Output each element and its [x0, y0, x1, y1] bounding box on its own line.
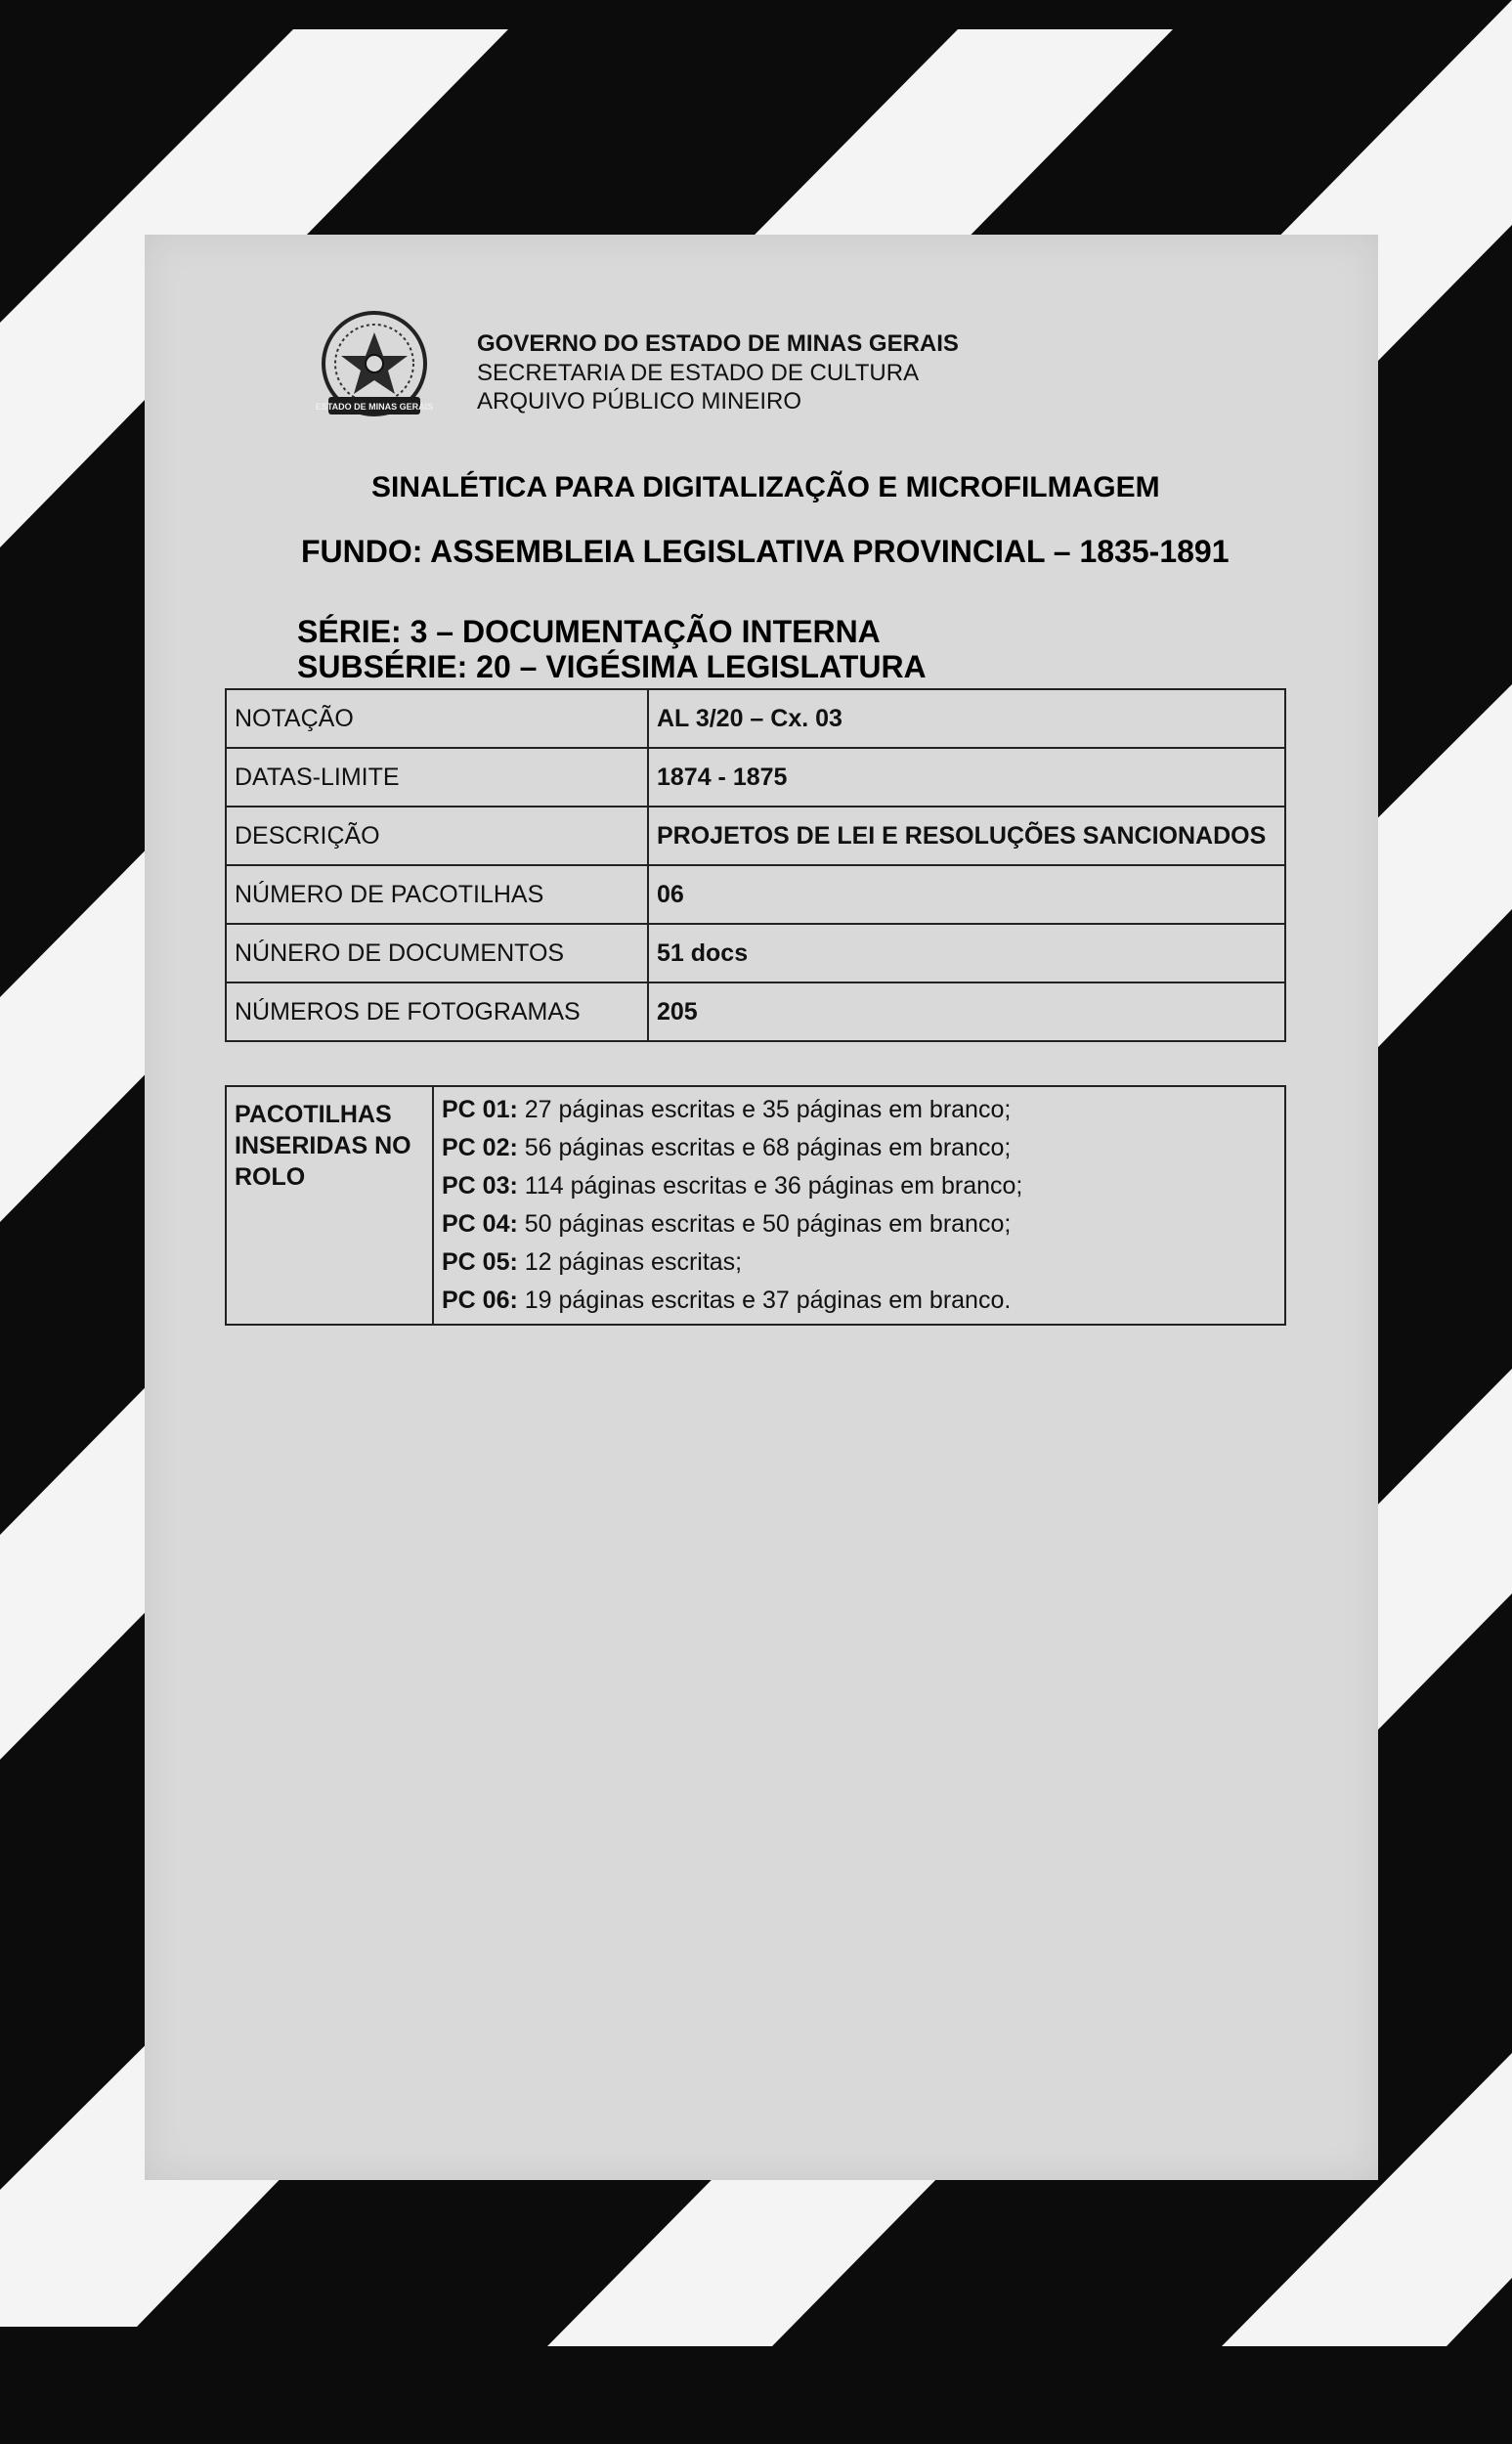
- field-label: NOTAÇÃO: [226, 689, 648, 748]
- pc-code: PC 05:: [442, 1248, 518, 1276]
- seal-text: ESTADO DE MINAS GERAIS: [315, 402, 434, 412]
- document-sheet: [145, 235, 1378, 2180]
- list-item: [442, 1282, 1276, 1320]
- pc-code: PC 01:: [442, 1096, 518, 1123]
- list-item: [442, 1091, 1276, 1129]
- pacotilhas-list: [433, 1086, 1285, 1325]
- field-value: 1874 - 1875: [648, 748, 1285, 807]
- field-label: NÚNERO DE DOCUMENTOS: [226, 924, 648, 982]
- field-value: 51 docs: [648, 924, 1285, 982]
- table-row: [226, 865, 1285, 924]
- serie-line: SÉRIE: 3 – DOCUMENTAÇÃO INTERNA: [297, 614, 881, 649]
- pc-text: 19 páginas escritas e 37 páginas em branco.: [524, 1287, 1012, 1314]
- pc-text: 114 páginas escritas e 36 páginas em branco;: [524, 1172, 1023, 1200]
- archive-name: ARQUIVO PÚBLICO MINEIRO: [477, 388, 802, 415]
- field-value: 06: [648, 865, 1285, 924]
- pc-code: PC 04:: [442, 1210, 518, 1238]
- subserie-line: SUBSÉRIE: 20 – VIGÉSIMA LEGISLATURA: [297, 649, 927, 684]
- pc-code: PC 03:: [442, 1172, 518, 1200]
- coat-of-arms-icon: [311, 303, 438, 430]
- pc-text: 56 páginas escritas e 68 páginas em branco;: [524, 1134, 1012, 1161]
- list-item: [442, 1167, 1276, 1205]
- pc-code: PC 02:: [442, 1134, 518, 1161]
- document-title: SINALÉTICA PARA DIGITALIZAÇÃO E MICROFILMAGEM: [371, 471, 1160, 503]
- pc-text: 12 páginas escritas;: [524, 1248, 743, 1276]
- table-row: [226, 982, 1285, 1041]
- secretariat-name: SECRETARIA DE ESTADO DE CULTURA: [477, 360, 920, 386]
- field-label: DATAS-LIMITE: [226, 748, 648, 807]
- table-row: [226, 807, 1285, 865]
- pc-text: 50 páginas escritas e 50 páginas em branco;: [524, 1210, 1012, 1238]
- field-label: DESCRIÇÃO: [226, 807, 648, 865]
- pc-code: PC 06:: [442, 1287, 518, 1314]
- field-value: PROJETOS DE LEI E RESOLUÇÕES SANCIONADOS: [648, 807, 1285, 865]
- field-value: 205: [648, 982, 1285, 1041]
- list-item: [442, 1205, 1276, 1244]
- field-value: AL 3/20 – Cx. 03: [648, 689, 1285, 748]
- table-row: [226, 924, 1285, 982]
- metadata-table: [225, 688, 1286, 1042]
- pc-text: 27 páginas escritas e 35 páginas em branco;: [524, 1096, 1012, 1123]
- pacotilhas-table: [225, 1085, 1286, 1326]
- table-row: [226, 689, 1285, 748]
- list-item: [442, 1244, 1276, 1282]
- fundo-line: FUNDO: ASSEMBLEIA LEGISLATIVA PROVINCIAL – 1835-1891: [301, 534, 1230, 569]
- list-item: [442, 1129, 1276, 1167]
- pacotilhas-label: PACOTILHAS INSERIDAS NO ROLO: [226, 1086, 433, 1325]
- government-name: GOVERNO DO ESTADO DE MINAS GERAIS: [477, 330, 959, 357]
- table-row: [226, 1086, 1285, 1325]
- field-label: NÚMEROS DE FOTOGRAMAS: [226, 982, 648, 1041]
- table-row: [226, 748, 1285, 807]
- field-label: NÚMERO DE PACOTILHAS: [226, 865, 648, 924]
